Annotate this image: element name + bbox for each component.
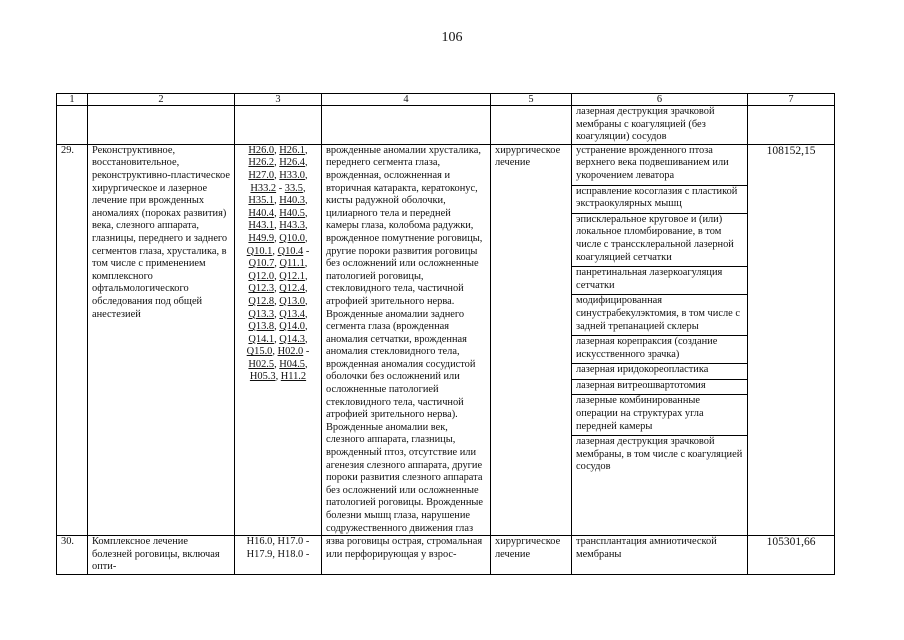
icd-code: Q13.8 [248,321,275,333]
table-row-30 [57,536,835,575]
icd-separator: , [274,258,280,270]
price: 108152,15 [748,144,835,535]
table-row-29 [57,144,835,535]
page-number: 106 [441,30,463,45]
method-item: эписклеральное круговое и (или) локальное пломбирование, в том числе с транссклеральной лазерной коагуляцией сетчатки [572,214,747,267]
icd-separator: , [304,157,308,169]
continuation-method: лазерная деструкция зрачковой мембраны с коагуляцией (без коагуляции) сосудов [572,106,748,145]
icd-code: Q11.1 [279,258,305,270]
icd-code: H26.0 [248,144,275,156]
icd-code: Q10.7 [248,258,275,270]
icd-separator: , [274,144,280,156]
icd-code: H35.1 [248,195,275,207]
method-item: устранение врожденного птоза верхнего века подвешиванием или укорочением леватора [572,145,747,186]
icd-separator: , [304,358,308,370]
disease-model: врожденные аномалии хрусталика, переднего сегмента глаза, врожденная, осложненная и вторичная катаракта, кератоконус, кисты радужной оболочки, цилиарного тела и передней камеры глаза, колобома радужки, врожденное помутнение роговицы, другие пороки развития роговицы без осложнений или осложненные патологией роговицы, стекловидного тела, частичной атрофией зрительного нерва. Врожденные аномалии заднего сегмента глаза (врожденная аномалия сетчатки, врожденная аномалия стекловидного тела, врожденная аномалия сосудистой оболочки без осложнений или осложненные патологией стекловидного тела, частичной атрофией зрительного нерва). Врожденные аномалии век, слезного аппарата, глазницы, врожденный птоз, отсутствие или агенезия слезного аппарата, другие пороки развития слезного аппарата без осложнений или осложненные патологией роговицы. Врожденные болезни мышц глаза, нарушение содружественного движения глаз [322,144,491,535]
header-col-2: 2 [88,94,235,106]
continuation-row [57,106,835,145]
method-item: лазерная корепраксия (создание искусственного зрачка) [572,336,747,364]
icd-code: H40.3 [279,195,305,207]
icd-code: Q14.1 [248,333,275,345]
icd-code: Q14.0 [279,321,305,333]
icd-code: Q14.3 [279,333,305,345]
icd-code: H40.5 [279,207,305,219]
icd-separator: , [304,232,308,244]
icd-separator: , [274,232,280,244]
icd-code: Q15.0 [246,346,273,358]
icd-code: H05.3 [249,371,276,383]
icd-code: H02.0 [277,346,304,358]
icd-separator: , [274,295,280,307]
icd-codes: H16.0, H17.0 - H17.9, H18.0 - [235,536,322,575]
icd-code: Q12.0 [248,270,275,282]
icd-code-line [239,208,317,221]
icd-code: H43.1 [248,220,275,232]
icd-code-line [239,145,317,158]
icd-separator: , [274,270,280,282]
icd-code: H04.5 [279,358,305,370]
icd-separator: , [274,169,280,181]
icd-separator: , [304,333,308,345]
icd-code-line [239,371,317,384]
icd-code: H11.2 [280,371,307,383]
icd-codes [235,144,322,535]
icd-separator: , [275,371,281,383]
method-item: исправление косоглазия с пластикой экстраокулярных мышц [572,186,747,214]
icd-separator: , [274,207,280,219]
icd-code-line [239,321,317,334]
icd-code: H26.2 [248,157,275,169]
icd-separator: , [302,182,306,194]
icd-code-line [239,170,317,183]
icd-separator: , [274,333,280,345]
icd-separator: , [304,258,308,270]
icd-code: H49.9 [248,232,275,244]
icd-separator: - [303,346,310,358]
header-col-7: 7 [748,94,835,106]
icd-separator: , [272,245,278,257]
icd-separator: , [272,346,278,358]
icd-code: Q13.4 [279,308,305,320]
row-number: 30. [57,536,88,575]
icd-code-line [239,246,317,259]
icd-code: Q10.1 [246,245,273,257]
icd-code-line [239,359,317,372]
icd-code: Q12.8 [248,295,275,307]
icd-separator: , [274,308,280,320]
icd-code: Q13.3 [248,308,275,320]
icd-separator: , [274,157,280,169]
icd-code: H33.2 [250,182,277,194]
method-item: лазерная деструкция зрачковой мембраны, в том числе с коагуляцией сосудов [576,436,743,473]
icd-code-line [239,271,317,284]
icd-separator: , [304,321,308,333]
icd-separator: , [304,270,308,282]
row-number: 29. [57,144,88,535]
method-item: трансплантация амниотической мембраны [576,536,717,560]
method-item: лазерные комбинированные операции на структурах угла передней камеры [572,395,747,436]
icd-separator: , [304,295,308,307]
header-col-1: 1 [57,94,88,106]
icd-code: Q12.3 [248,283,275,295]
icd-separator: , [304,144,308,156]
icd-code-line [239,296,317,309]
icd-separator: , [304,308,308,320]
header-col-6: 6 [572,94,748,106]
icd-code: H40.4 [248,207,275,219]
price: 105301,66 [748,536,835,575]
icd-code-line [239,157,317,170]
header-col-3: 3 [235,94,322,106]
icd-separator: , [274,195,280,207]
icd-separator: , [304,207,308,219]
medical-care-table [56,93,835,575]
disease-model: язва роговицы острая, стромальная или перфорирующая у взрос- [322,536,491,575]
icd-code: H02.5 [248,358,275,370]
icd-code: Q12.4 [279,283,305,295]
icd-code-line [239,183,317,196]
treatment-kind: хирургическое лечение [491,536,572,575]
icd-code-line [239,258,317,271]
icd-code: Q12.1 [279,270,305,282]
icd-separator: , [274,358,280,370]
icd-code-line [239,233,317,246]
icd-code-line [239,220,317,233]
icd-code-line [239,346,317,359]
icd-separator: , [274,283,280,295]
icd-code: Q10.4 [277,245,304,257]
treatment-type-name: Комплексное лечение болезней роговицы, включая опти- [88,536,235,575]
treatment-methods [572,144,748,535]
icd-code: H43.3 [279,220,305,232]
icd-code-line [239,283,317,296]
method-item: модифицированная синустрабекулэктомия, в том числе с задней трепанацией склеры [572,295,747,336]
icd-code: Q10.0 [279,232,305,244]
icd-separator: , [304,220,308,232]
method-item: лазерная иридокореопластика [572,364,747,380]
method-item: панретинальная лазеркоагуляция сетчатки [572,267,747,295]
icd-code: H27.0 [248,169,275,181]
icd-code: H26.4 [279,157,305,169]
icd-code: Q13.0 [279,295,305,307]
icd-separator: , [274,321,280,333]
icd-code: H33.0 [279,169,305,181]
icd-separator: , [304,169,308,181]
icd-code-line [239,334,317,347]
icd-separator: - [303,245,310,257]
treatment-type-name: Реконструктивное, восстановительное, реконструктивно-пластическое хирургическое и лазерное лечение при врожденных аномалиях (пороках развития) века, слезного аппарата, глазницы, переднего и заднего сегментов глаза, хрусталика, в том числе с применением комплексного офтальмологического обследования под общей анестезией [88,144,235,535]
icd-code-line [239,195,317,208]
header-row [57,94,835,106]
icd-code-line [239,309,317,322]
header-col-5: 5 [491,94,572,106]
icd-code: H26.1 [279,144,305,156]
icd-separator: - [276,182,285,194]
treatment-kind: хирургическое лечение [491,144,572,535]
icd-separator: , [304,195,308,207]
method-item: лазерная витреошвартотомия [572,380,747,396]
icd-code: 33.5 [284,182,303,194]
icd-separator: , [274,220,280,232]
header-col-4: 4 [322,94,491,106]
treatment-methods [572,536,748,575]
icd-separator: , [304,283,308,295]
